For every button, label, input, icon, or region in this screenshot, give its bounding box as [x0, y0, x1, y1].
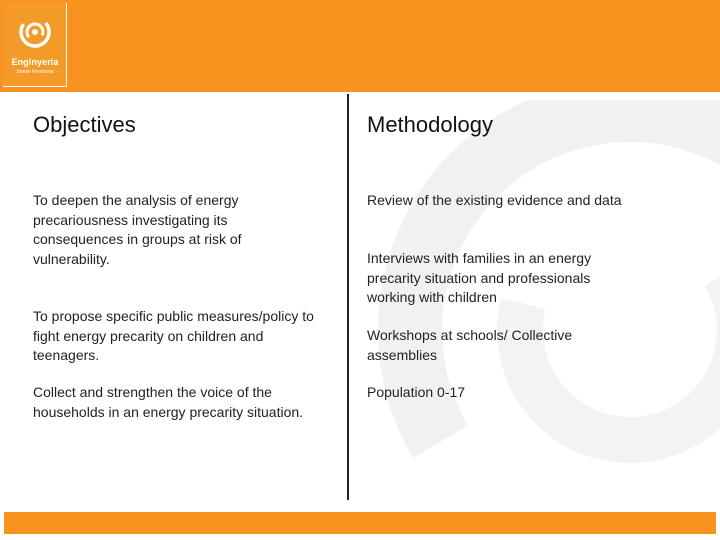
brand-logo[interactable] — [3, 3, 67, 87]
methodology-heading: Methodology — [367, 112, 493, 137]
methodology-item: Workshops at schools/ Collective assemblies — [367, 327, 573, 363]
brand-subtitle: Sense Fronteres — [16, 69, 54, 75]
methodology-item: Review of the existing evidence and data — [367, 192, 622, 208]
objective-item: Collect and strengthen the voice of the households in an energy precarity situation. — [33, 384, 304, 420]
objective-item: To propose specific public measures/policy to fight energy precarity on children and teenagers. — [33, 308, 314, 363]
brand-name: Enginyeria — [11, 57, 59, 67]
swirl-logo-icon — [18, 15, 52, 49]
header-bar — [0, 0, 720, 92]
methodology-item: Population 0-17 — [367, 384, 466, 400]
methodology-item: Interviews with families in an energy precarity situation and professionals working with children — [367, 250, 592, 305]
column-divider — [347, 94, 349, 500]
objective-item: To deepen the analysis of energy precariousness investigating its consequences in groups at risk of vulnerability. — [33, 192, 242, 267]
footer-bar — [4, 512, 716, 534]
objectives-heading: Objectives — [33, 112, 136, 137]
